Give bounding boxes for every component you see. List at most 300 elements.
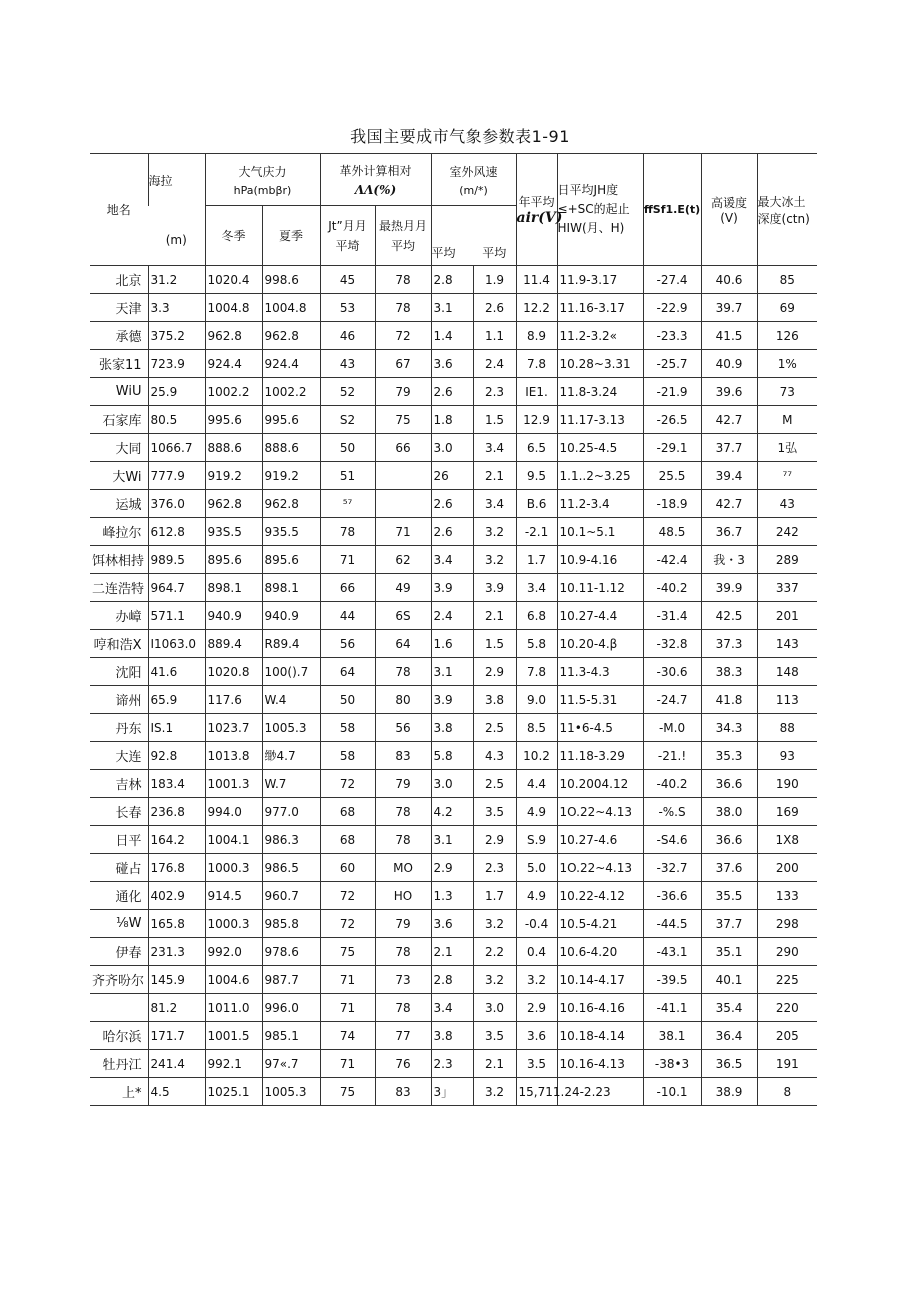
cell-pressure-summer: W.4 — [262, 686, 320, 714]
cell-elevation: 4.5 — [148, 1078, 205, 1106]
cell-elevation: 723.9 — [148, 350, 205, 378]
cell-wind-a: 3.1 — [431, 658, 473, 686]
header-name: 地名 — [90, 154, 148, 266]
page-title: 我国主要成市气象参数表1-91 — [350, 127, 570, 146]
cell-pressure-winter: 992.0 — [205, 938, 262, 966]
cell-pressure-summer: 995.6 — [262, 406, 320, 434]
cell-elevation: 80.5 — [148, 406, 205, 434]
cell-heating-period: 11.17-3.13 — [557, 406, 643, 434]
cell-humidity-hot: MO — [375, 854, 431, 882]
cell-pressure-winter: 1004.1 — [205, 826, 262, 854]
cell-wind-b: 2.1 — [473, 462, 516, 490]
cell-year-avg-temp: 4.4 — [516, 770, 557, 798]
cell-pressure-winter: 888.6 — [205, 434, 262, 462]
cell-altitude: 41.8 — [701, 686, 757, 714]
cell-pressure-winter: 1013.8 — [205, 742, 262, 770]
cell-humidity-cold: 60 — [320, 854, 375, 882]
cell-min-temp: -36.6 — [643, 882, 701, 910]
cell-pressure-summer: 986.5 — [262, 854, 320, 882]
cell-humidity-cold: S2 — [320, 406, 375, 434]
cell-heating-period: 1.1..2~3.25 — [557, 462, 643, 490]
cell-pressure-winter: 117.6 — [205, 686, 262, 714]
cell-humidity-cold: 71 — [320, 546, 375, 574]
cell-humidity-hot: 64 — [375, 630, 431, 658]
cell-humidity-hot: 79 — [375, 910, 431, 938]
cell-humidity-hot: 78 — [375, 658, 431, 686]
cell-humidity-cold: 50 — [320, 686, 375, 714]
cell-year-avg-temp: 5.8 — [516, 630, 557, 658]
cell-heating-period: 10.2004.12 — [557, 770, 643, 798]
cell-humidity-cold: 44 — [320, 602, 375, 630]
cell-wind-a: 2.4 — [431, 602, 473, 630]
cell-frost-depth: ⁷⁷ — [757, 462, 817, 490]
cell-wind-a: 1.6 — [431, 630, 473, 658]
cell-year-avg-temp: 6.5 — [516, 434, 557, 462]
cell-min-temp: -10.1 — [643, 1078, 701, 1106]
header-altitude: 高谖度 (V) — [701, 154, 757, 266]
cell-wind-a: 1.3 — [431, 882, 473, 910]
cell-frost-depth: 190 — [757, 770, 817, 798]
cell-humidity-cold: 45 — [320, 266, 375, 294]
cell-humidity-cold: 58 — [320, 714, 375, 742]
cell-frost-depth: 43 — [757, 490, 817, 518]
cell-heating-period: 11.2-3.4 — [557, 490, 643, 518]
cell-humidity-hot: 76 — [375, 1050, 431, 1078]
cell-humidity-cold: 66 — [320, 574, 375, 602]
cell-wind-a: 2.6 — [431, 518, 473, 546]
cell-min-temp: -41.1 — [643, 994, 701, 1022]
cell-wind-a: 2.1 — [431, 938, 473, 966]
cell-elevation: 777.9 — [148, 462, 205, 490]
cell-pressure-summer: 100().7 — [262, 658, 320, 686]
cell-pressure-winter: 889.4 — [205, 630, 262, 658]
cell-humidity-hot: 66 — [375, 434, 431, 462]
cell-pressure-summer: 888.6 — [262, 434, 320, 462]
cell-heating-period: 1O.22~4.13 — [557, 798, 643, 826]
table-row — [90, 574, 817, 602]
cell-wind-b: 3.8 — [473, 686, 516, 714]
cell-wind-a: 3.0 — [431, 434, 473, 462]
cell-heating-period: 11.8-3.24 — [557, 378, 643, 406]
cell-wind-b: 1.7 — [473, 882, 516, 910]
table-row — [90, 350, 817, 378]
cell-wind-a: 3.8 — [431, 714, 473, 742]
cell-heating-period: 1O.22~4.13 — [557, 854, 643, 882]
cell-heating-period: 11.9-3.17 — [557, 266, 643, 294]
cell-wind-b: 2.2 — [473, 938, 516, 966]
cell-elevation: I1063.0 — [148, 630, 205, 658]
table-row — [90, 1050, 817, 1078]
cell-altitude: 38.3 — [701, 658, 757, 686]
table-row — [90, 630, 817, 658]
cell-wind-a: 2.8 — [431, 966, 473, 994]
cell-wind-b: 3.2 — [473, 546, 516, 574]
cell-altitude: 40.6 — [701, 266, 757, 294]
cell-heating-period: 11.16-3.17 — [557, 294, 643, 322]
header-wind-b: 平均 — [473, 206, 516, 266]
cell-frost-depth: 1% — [757, 350, 817, 378]
header-summer: 夏季 — [262, 206, 320, 266]
cell-heating-period: 11.2-3.2« — [557, 322, 643, 350]
cell-humidity-cold: 71 — [320, 966, 375, 994]
cell-frost-depth: 205 — [757, 1022, 817, 1050]
cell-year-avg-temp: 15,711.24-2.23 — [516, 1078, 557, 1106]
cell-min-temp: -M.0 — [643, 714, 701, 742]
cell-heating-period: 10.14-4.17 — [557, 966, 643, 994]
cell-humidity-hot: 78 — [375, 798, 431, 826]
cell-elevation: 231.3 — [148, 938, 205, 966]
cell-city-name: 丹东 — [90, 714, 148, 742]
cell-wind-b: 2.5 — [473, 714, 516, 742]
cell-year-avg-temp: 8.5 — [516, 714, 557, 742]
cell-elevation: 183.4 — [148, 770, 205, 798]
cell-pressure-winter: 1025.1 — [205, 1078, 262, 1106]
cell-altitude: 36.4 — [701, 1022, 757, 1050]
cell-wind-a: 3.6 — [431, 910, 473, 938]
header-elevation: 海拉 — [148, 154, 205, 206]
cell-pressure-winter: 1004.6 — [205, 966, 262, 994]
cell-elevation: 145.9 — [148, 966, 205, 994]
cell-humidity-cold: 50 — [320, 434, 375, 462]
cell-pressure-summer: 960.7 — [262, 882, 320, 910]
cell-elevation: 989.5 — [148, 546, 205, 574]
cell-pressure-winter: 1020.8 — [205, 658, 262, 686]
cell-humidity-cold: 64 — [320, 658, 375, 686]
cell-altitude: 37.7 — [701, 910, 757, 938]
table-row — [90, 658, 817, 686]
cell-humidity-hot: 75 — [375, 406, 431, 434]
cell-wind-b: 3.5 — [473, 1022, 516, 1050]
cell-city-name: 谛州 — [90, 686, 148, 714]
cell-frost-depth: 8 — [757, 1078, 817, 1106]
cell-pressure-winter: 940.9 — [205, 602, 262, 630]
cell-frost-depth: 113 — [757, 686, 817, 714]
cell-altitude: 39.4 — [701, 462, 757, 490]
cell-year-avg-temp: -2.1 — [516, 518, 557, 546]
cell-humidity-cold: 74 — [320, 1022, 375, 1050]
cell-humidity-cold: 75 — [320, 938, 375, 966]
cell-wind-b: 2.9 — [473, 658, 516, 686]
cell-pressure-winter: 1020.4 — [205, 266, 262, 294]
table-row — [90, 406, 817, 434]
cell-elevation: 964.7 — [148, 574, 205, 602]
cell-pressure-summer: 1005.3 — [262, 1078, 320, 1106]
cell-frost-depth: 289 — [757, 546, 817, 574]
cell-wind-a: 2.6 — [431, 490, 473, 518]
cell-humidity-hot: 56 — [375, 714, 431, 742]
cell-wind-b: 2.4 — [473, 350, 516, 378]
cell-min-temp: 48.5 — [643, 518, 701, 546]
cell-city-name: 长春 — [90, 798, 148, 826]
cell-wind-b: 3.9 — [473, 574, 516, 602]
cell-min-temp: -24.7 — [643, 686, 701, 714]
cell-wind-a: 3.8 — [431, 1022, 473, 1050]
cell-min-temp: -26.5 — [643, 406, 701, 434]
cell-pressure-winter: 93S.5 — [205, 518, 262, 546]
cell-pressure-summer: 919.2 — [262, 462, 320, 490]
cell-wind-a: 2.6 — [431, 378, 473, 406]
cell-year-avg-temp: 6.8 — [516, 602, 557, 630]
cell-heating-period: 11.5-5.31 — [557, 686, 643, 714]
cell-altitude: 39.6 — [701, 378, 757, 406]
cell-wind-b: 3.4 — [473, 490, 516, 518]
cell-elevation: 402.9 — [148, 882, 205, 910]
table-row — [90, 294, 817, 322]
cell-humidity-hot: 78 — [375, 294, 431, 322]
cell-frost-depth: 242 — [757, 518, 817, 546]
cell-wind-a: 3.4 — [431, 546, 473, 574]
cell-humidity-cold: 46 — [320, 322, 375, 350]
cell-pressure-winter: 995.6 — [205, 406, 262, 434]
cell-frost-depth: 126 — [757, 322, 817, 350]
table-row — [90, 966, 817, 994]
cell-city-name: 牡丹江 — [90, 1050, 148, 1078]
header-wind: 室外风速 (m∕*) — [431, 154, 516, 206]
cell-city-name: 沈阳 — [90, 658, 148, 686]
cell-pressure-winter: 962.8 — [205, 322, 262, 350]
cell-min-temp: -38•3 — [643, 1050, 701, 1078]
cell-humidity-hot: 83 — [375, 742, 431, 770]
table-row — [90, 742, 817, 770]
cell-year-avg-temp: 7.8 — [516, 350, 557, 378]
cell-humidity-cold: 68 — [320, 826, 375, 854]
cell-humidity-hot: 67 — [375, 350, 431, 378]
cell-pressure-winter: 1001.3 — [205, 770, 262, 798]
cell-elevation: 81.2 — [148, 994, 205, 1022]
cell-humidity-cold: 71 — [320, 994, 375, 1022]
table-row — [90, 518, 817, 546]
cell-humidity-hot: 77 — [375, 1022, 431, 1050]
table-row — [90, 798, 817, 826]
cell-pressure-winter: 914.5 — [205, 882, 262, 910]
cell-humidity-hot: 79 — [375, 378, 431, 406]
cell-heating-period: 10.22-4.12 — [557, 882, 643, 910]
cell-year-avg-temp: 10.2 — [516, 742, 557, 770]
cell-year-avg-temp: 3.2 — [516, 966, 557, 994]
cell-altitude: 40.9 — [701, 350, 757, 378]
cell-year-avg-temp: 1.7 — [516, 546, 557, 574]
cell-wind-a: 4.2 — [431, 798, 473, 826]
cell-heating-period: 11.18-3.29 — [557, 742, 643, 770]
cell-pressure-winter: 1011.0 — [205, 994, 262, 1022]
cell-wind-b: 3.2 — [473, 910, 516, 938]
cell-wind-a: 3.9 — [431, 574, 473, 602]
cell-humidity-cold: 72 — [320, 882, 375, 910]
cell-elevation: 165.8 — [148, 910, 205, 938]
cell-year-avg-temp: 7.8 — [516, 658, 557, 686]
cell-humidity-cold: 72 — [320, 910, 375, 938]
cell-heating-period: 10.20-4.β — [557, 630, 643, 658]
cell-pressure-summer: 1002.2 — [262, 378, 320, 406]
cell-frost-depth: 133 — [757, 882, 817, 910]
cell-city-name: 办嶂 — [90, 602, 148, 630]
cell-altitude: 36.5 — [701, 1050, 757, 1078]
cell-wind-b: 3.2 — [473, 966, 516, 994]
cell-humidity-hot: 78 — [375, 266, 431, 294]
cell-humidity-cold: 52 — [320, 378, 375, 406]
cell-city-name: 石家库 — [90, 406, 148, 434]
cell-min-temp: -S4.6 — [643, 826, 701, 854]
cell-city-name: 日平 — [90, 826, 148, 854]
cell-year-avg-temp: 2.9 — [516, 994, 557, 1022]
cell-altitude: 40.1 — [701, 966, 757, 994]
cell-wind-b: 2.3 — [473, 854, 516, 882]
cell-wind-b: 1.9 — [473, 266, 516, 294]
cell-elevation: 25.9 — [148, 378, 205, 406]
cell-min-temp: -25.7 — [643, 350, 701, 378]
cell-pressure-summer: 935.5 — [262, 518, 320, 546]
cell-pressure-winter: 919.2 — [205, 462, 262, 490]
cell-elevation: 375.2 — [148, 322, 205, 350]
cell-wind-b: 2.1 — [473, 1050, 516, 1078]
cell-humidity-cold: 58 — [320, 742, 375, 770]
cell-elevation: 31.2 — [148, 266, 205, 294]
cell-altitude: 37.3 — [701, 630, 757, 658]
cell-humidity-hot: 83 — [375, 1078, 431, 1106]
cell-frost-depth: 93 — [757, 742, 817, 770]
cell-frost-depth: 169 — [757, 798, 817, 826]
cell-frost-depth: 73 — [757, 378, 817, 406]
cell-city-name: 饵林相持 — [90, 546, 148, 574]
table-row — [90, 434, 817, 462]
cell-elevation: 3.3 — [148, 294, 205, 322]
cell-min-temp: 25.5 — [643, 462, 701, 490]
cell-wind-b: 3.2 — [473, 518, 516, 546]
cell-humidity-cold: 71 — [320, 1050, 375, 1078]
table-row — [90, 462, 817, 490]
cell-pressure-summer: 996.0 — [262, 994, 320, 1022]
cell-wind-b: 4.3 — [473, 742, 516, 770]
cell-pressure-summer: 缈4.7 — [262, 742, 320, 770]
cell-city-name: 上* — [90, 1078, 148, 1106]
cell-elevation: 176.8 — [148, 854, 205, 882]
cell-frost-depth: 290 — [757, 938, 817, 966]
cell-wind-b: 1.5 — [473, 406, 516, 434]
header-frost-depth: 最大冰土 深度(ctn) — [757, 154, 817, 266]
cell-wind-a: 2.9 — [431, 854, 473, 882]
cell-year-avg-temp: -0.4 — [516, 910, 557, 938]
cell-altitude: 39.9 — [701, 574, 757, 602]
cell-city-name: WiU — [90, 378, 148, 406]
cell-min-temp: -32.7 — [643, 854, 701, 882]
cell-elevation: 612.8 — [148, 518, 205, 546]
cell-altitude: 36.6 — [701, 826, 757, 854]
header-winter: 冬季 — [205, 206, 262, 266]
cell-year-avg-temp: 12.2 — [516, 294, 557, 322]
cell-city-name: 峰拉尔 — [90, 518, 148, 546]
cell-pressure-winter: 994.0 — [205, 798, 262, 826]
header-humid-hot: 最热月月 平均 — [375, 206, 431, 266]
cell-altitude: 我・3 — [701, 546, 757, 574]
cell-altitude: 37.6 — [701, 854, 757, 882]
cell-year-avg-temp: 9.0 — [516, 686, 557, 714]
cell-elevation: 1066.7 — [148, 434, 205, 462]
cell-wind-b: 1.1 — [473, 322, 516, 350]
cell-min-temp: -31.4 — [643, 602, 701, 630]
cell-humidity-hot: 80 — [375, 686, 431, 714]
cell-pressure-winter: 1001.5 — [205, 1022, 262, 1050]
cell-elevation: 92.8 — [148, 742, 205, 770]
table-row — [90, 546, 817, 574]
header-period: 日平均JH度 ≤+SC的起止 HIW(月、H) — [557, 154, 643, 266]
cell-altitude: 37.7 — [701, 434, 757, 462]
cell-altitude: 41.5 — [701, 322, 757, 350]
cell-city-name: 齐齐吩尔 — [90, 966, 148, 994]
cell-wind-a: 26 — [431, 462, 473, 490]
table-row — [90, 714, 817, 742]
cell-min-temp: -40.2 — [643, 770, 701, 798]
cell-altitude: 35.4 — [701, 994, 757, 1022]
cell-elevation: IS.1 — [148, 714, 205, 742]
table-row — [90, 1022, 817, 1050]
table-row — [90, 602, 817, 630]
cell-humidity-hot: 79 — [375, 770, 431, 798]
cell-elevation: 171.7 — [148, 1022, 205, 1050]
cell-year-avg-temp: 12.9 — [516, 406, 557, 434]
cell-elevation: 236.8 — [148, 798, 205, 826]
cell-heating-period: 10.5-4.21 — [557, 910, 643, 938]
cell-wind-b: 1.5 — [473, 630, 516, 658]
weather-parameter-table — [90, 153, 817, 1106]
cell-altitude: 35.3 — [701, 742, 757, 770]
cell-frost-depth: 298 — [757, 910, 817, 938]
cell-heating-period: 11•6-4.5 — [557, 714, 643, 742]
header-humid-cold: Jt”月月 平埼 — [320, 206, 375, 266]
cell-min-temp: -32.8 — [643, 630, 701, 658]
cell-humidity-hot: 72 — [375, 322, 431, 350]
header-min-temp: ffSf1.E(t) — [643, 154, 701, 266]
cell-min-temp: -22.9 — [643, 294, 701, 322]
table-row — [90, 322, 817, 350]
cell-wind-b: 3.5 — [473, 798, 516, 826]
cell-min-temp: -21.9 — [643, 378, 701, 406]
cell-pressure-winter: 1023.7 — [205, 714, 262, 742]
cell-year-avg-temp: 4.9 — [516, 798, 557, 826]
cell-pressure-summer: 97«.7 — [262, 1050, 320, 1078]
cell-city-name: 承德 — [90, 322, 148, 350]
cell-frost-depth: 88 — [757, 714, 817, 742]
cell-min-temp: 38.1 — [643, 1022, 701, 1050]
cell-heating-period: 10.28~3.31 — [557, 350, 643, 378]
cell-pressure-winter: 1000.3 — [205, 854, 262, 882]
cell-frost-depth: 201 — [757, 602, 817, 630]
cell-city-name: 北京 — [90, 266, 148, 294]
cell-pressure-winter: 1004.8 — [205, 294, 262, 322]
cell-humidity-hot: 78 — [375, 994, 431, 1022]
cell-altitude: 39.7 — [701, 294, 757, 322]
cell-city-name: 天津 — [90, 294, 148, 322]
cell-wind-a: 1.8 — [431, 406, 473, 434]
cell-city-name: 吉林 — [90, 770, 148, 798]
cell-pressure-summer: 986.3 — [262, 826, 320, 854]
cell-humidity-hot: 6S — [375, 602, 431, 630]
cell-altitude: 38.9 — [701, 1078, 757, 1106]
cell-min-temp: -30.6 — [643, 658, 701, 686]
cell-humidity-cold: 75 — [320, 1078, 375, 1106]
cell-city-name: 大Wi — [90, 462, 148, 490]
header-year-avg: 年平均 air(V) — [516, 154, 557, 266]
cell-humidity-cold: 68 — [320, 798, 375, 826]
cell-wind-a: 3.4 — [431, 994, 473, 1022]
cell-elevation: 376.0 — [148, 490, 205, 518]
cell-city-name — [90, 994, 148, 1022]
cell-humidity-cold: 53 — [320, 294, 375, 322]
cell-humidity-cold: 56 — [320, 630, 375, 658]
cell-pressure-summer: 1005.3 — [262, 714, 320, 742]
cell-humidity-hot — [375, 462, 431, 490]
cell-humidity-cold: ⁵⁷ — [320, 490, 375, 518]
cell-altitude: 38.0 — [701, 798, 757, 826]
